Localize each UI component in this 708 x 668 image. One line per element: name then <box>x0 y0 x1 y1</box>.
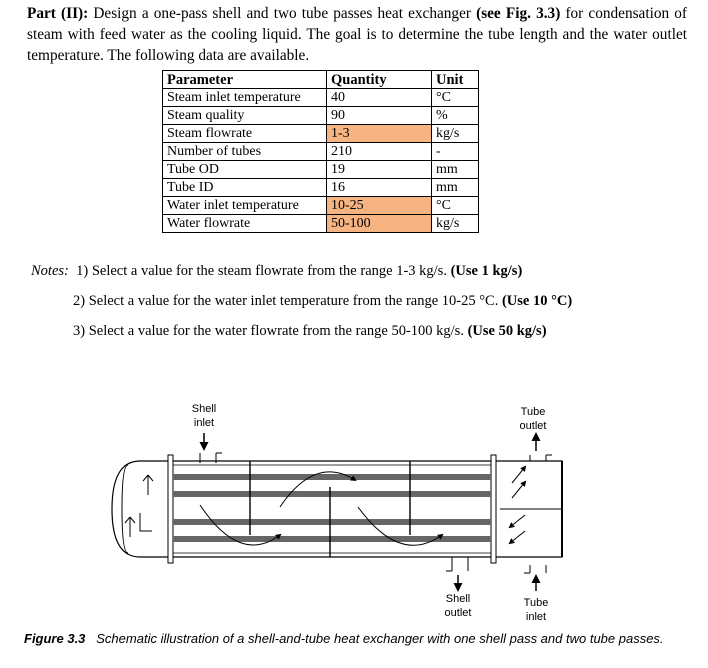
table-row <box>163 161 479 179</box>
part-label: Part (II): <box>27 5 89 22</box>
figure-caption-text: Schematic illustration of a shell-and-tube heat exchanger with one shell pass and two tube passes. <box>96 631 664 646</box>
intro-text-1: Design a one-pass shell and two tube passes heat exchanger <box>88 5 477 22</box>
unit-cell: °C <box>432 197 479 215</box>
parameter-table <box>162 70 479 233</box>
tube-inlet-label-1: Tube <box>523 597 549 609</box>
quantity-cell: 90 <box>327 107 432 125</box>
unit-cell: °C <box>432 89 479 107</box>
table-row <box>163 107 479 125</box>
shell-outlet-label-1: Shell <box>445 593 471 605</box>
table-row <box>163 125 479 143</box>
heat-exchanger-diagram <box>100 395 600 627</box>
note-3: 3) Select a value for the water flowrate from the range 50-100 kg/s. (Use 50 kg/s) <box>73 323 547 339</box>
shell-inlet-label-1: Shell <box>191 403 217 415</box>
tube-inlet-label-2: inlet <box>525 611 547 623</box>
header-parameter: Parameter <box>163 71 327 89</box>
parameter-cell: Water flowrate <box>163 215 327 233</box>
table-row <box>163 89 479 107</box>
table-body <box>163 89 479 233</box>
unit-cell: mm <box>432 161 479 179</box>
quantity-cell: 16 <box>327 179 432 197</box>
intro-text-2: for condensation of steam with feed water as the cooling liquid. The goal is to determine the tube length and the water outlet temperature. The following data are available. <box>27 5 688 64</box>
problem-statement <box>27 3 687 66</box>
quantity-cell: 210 <box>327 143 432 161</box>
table-header-row <box>163 71 479 89</box>
quantity-cell: 10-25 <box>327 197 432 215</box>
quantity-cell: 40 <box>327 89 432 107</box>
unit-cell: % <box>432 107 479 125</box>
parameter-cell: Steam inlet temperature <box>163 89 327 107</box>
parameter-cell: Tube OD <box>163 161 327 179</box>
tube-outlet-label-2: outlet <box>519 420 547 432</box>
parameter-cell: Tube ID <box>163 179 327 197</box>
figure-label: Figure 3.3 <box>24 631 86 646</box>
notes-label: Notes <box>31 263 65 279</box>
unit-cell: - <box>432 143 479 161</box>
quantity-cell: 19 <box>327 161 432 179</box>
table-row <box>163 143 479 161</box>
parameter-cell: Steam flowrate <box>163 125 327 143</box>
figure-reference: (see Fig. 3.3) <box>476 5 561 22</box>
header-unit: Unit <box>432 71 479 89</box>
shell-outlet-label-2: outlet <box>444 607 472 619</box>
figure-caption <box>24 630 684 648</box>
shell-inlet-label-2: inlet <box>193 417 215 429</box>
quantity-cell: 1-3 <box>327 125 432 143</box>
parameter-cell: Water inlet temperature <box>163 197 327 215</box>
unit-cell: kg/s <box>432 215 479 233</box>
note-2: 2) Select a value for the water inlet temperature from the range 10-25 °C. (Use 10 °C) <box>73 293 573 309</box>
table-row <box>163 215 479 233</box>
tube-outlet-label-1: Tube <box>520 406 546 418</box>
note-1: Notes: 1) Select a value for the steam flowrate from the range 1-3 kg/s. (Use 1 kg/s) <box>31 263 523 279</box>
table-row <box>163 179 479 197</box>
unit-cell: mm <box>432 179 479 197</box>
parameter-cell: Steam quality <box>163 107 327 125</box>
parameter-cell: Number of tubes <box>163 143 327 161</box>
header-quantity: Quantity <box>327 71 432 89</box>
unit-cell: kg/s <box>432 125 479 143</box>
quantity-cell: 50-100 <box>327 215 432 233</box>
table-row <box>163 197 479 215</box>
